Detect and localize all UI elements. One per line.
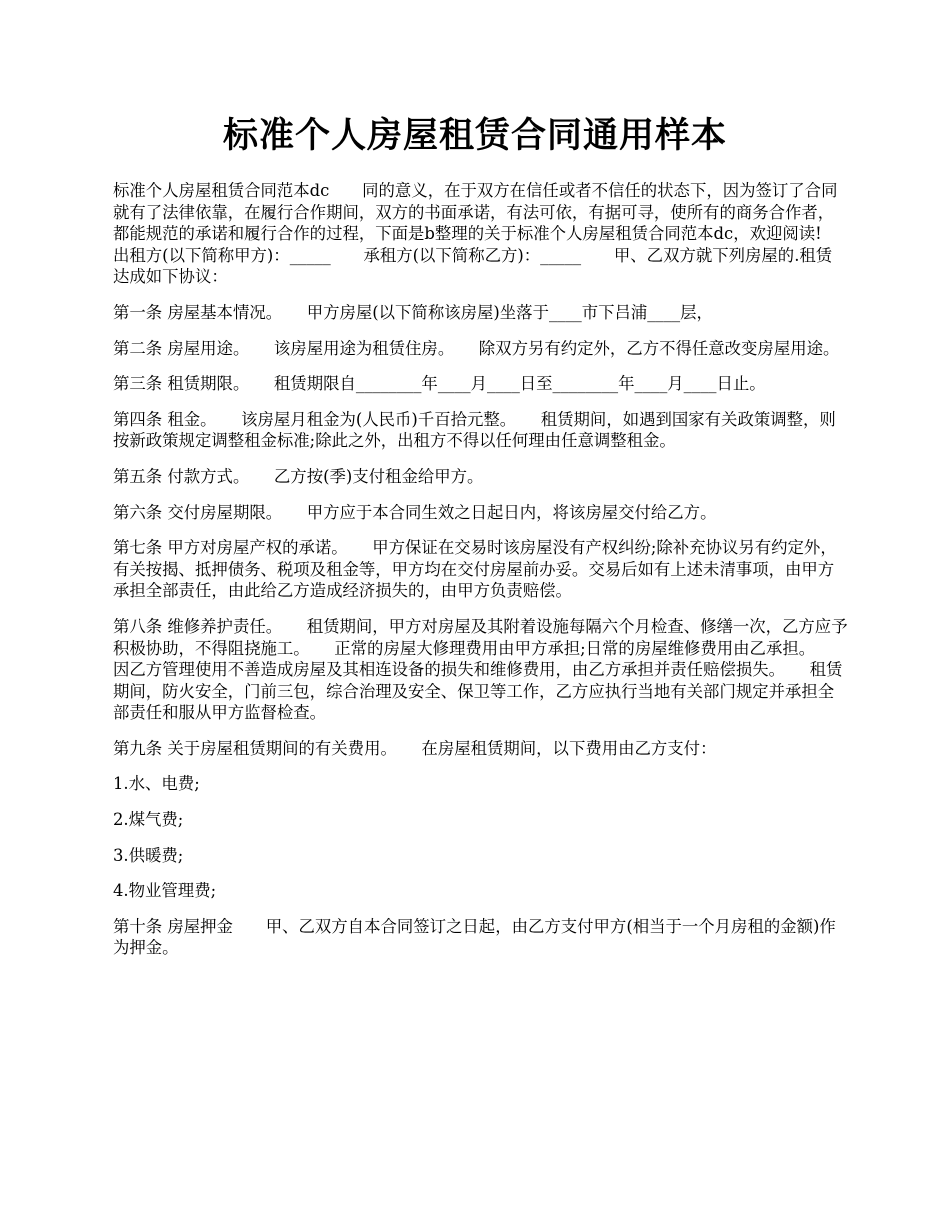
- document-body: [113, 180, 855, 973]
- document-title: 标准个人房屋租赁合同通用样本: [222, 115, 727, 156]
- fee-item-gas: 2.煤气费;: [113, 810, 184, 830]
- fee-item-heating: 3.供暖费;: [113, 845, 184, 865]
- clause-3-lease-term: 第三条 租赁期限。 租赁期限自________年____月____日至________年____月____日止。: [113, 374, 766, 394]
- fee-item-water-electricity: 1.水、电费;: [113, 774, 200, 794]
- clause-5-payment-method: 第五条 付款方式。 乙方按(季)支付租金给甲方。: [113, 466, 484, 486]
- clause-7-ownership-warranty: 第七条 甲方对房屋产权的承诺。 甲方保证在交易时该房屋没有产权纠纷;除补充协议另有约定外，有关按揭、抵押债务、税项及租金等，甲方均在交付房屋前办妥。交易后如有上述未清事项，由甲方承担全部责任，由此给乙方造成经济损失的，由甲方负责赔偿。: [113, 538, 837, 601]
- clause-4-rent: 第四条 租金。 该房屋月租金为(人民币)千百拾元整。 租赁期间，如遇到国家有关政策调整，则按新政策规定调整租金标准;除此之外，出租方不得以任何理由任意调整租金。: [113, 409, 836, 451]
- clause-6-delivery-date: 第六条 交付房屋期限。 甲方应于本合同生效之日起日内，将该房屋交付给乙方。: [113, 502, 717, 522]
- clause-1-property-info: 第一条 房屋基本情况。 甲方房屋(以下简称该房屋)坐落于____市下吕浦____层，: [113, 302, 713, 322]
- intro-paragraph: 标准个人房屋租赁合同范本dc 同的意义，在于双方在信任或者不信任的状态下，因为签订了合同就有了法律依靠，在履行合作期间，双方的书面承诺，有法可依，有据可寻，使所有的商务合作者，都能规范的承诺和履行合作的过程，下面是b整理的关于标准个人房屋租赁合同范本dc，欢迎阅读! 出租方(以下简称甲方)：_____ 承租方(以下简称乙方)：_____ 甲、乙双方就下列房屋的.租赁达成如下协议：: [113, 181, 855, 287]
- clause-9-fees: 第九条 关于房屋租赁期间的有关费用。 在房屋租赁期间，以下费用由乙方支付：: [113, 738, 717, 758]
- clause-8-maintenance: 第八条 维修养护责任。 租赁期间，甲方对房屋及其附着设施每隔六个月检查、修缮一次，乙方应予积极协助，不得阻挠施工。 正常的房屋大修理费用由甲方承担;日常的房屋维修费用由乙承担。 因乙方管理使用不善造成房屋及其相连设备的损失和维修费用，由乙方承担并责任赔偿损失。 租赁期间，防火安全，门前三包，综合治理及安全、保卫等工作，乙方应执行当地有关部门规定并承担全部责任和服从甲方监督检查。: [113, 616, 848, 723]
- fee-item-property-management: 4.物业管理费;: [113, 881, 217, 901]
- clause-10-deposit: 第十条 房屋押金 甲、乙双方自本合同签订之日起，由乙方支付甲方(相当于一个月房租的金额)作为押金。: [113, 916, 836, 958]
- clause-2-property-use: 第二条 房屋用途。 该房屋用途为租赁住房。 除双方另有约定外，乙方不得任意改变房屋用途。: [113, 338, 840, 358]
